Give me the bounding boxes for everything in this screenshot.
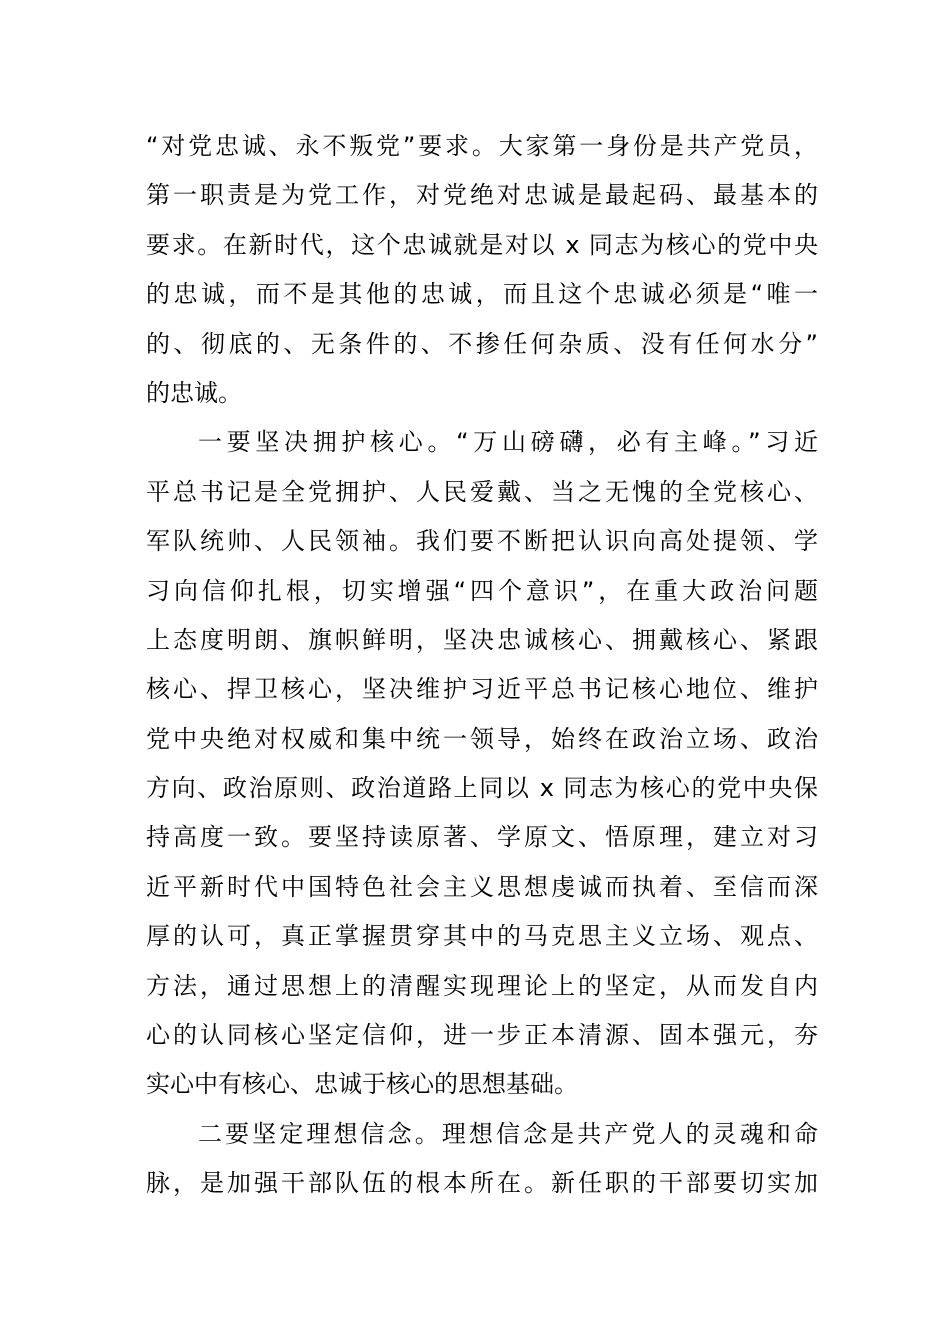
text-line: 脉，是加强干部队伍的根本所在。新任职的干部要切实加 xyxy=(146,1169,818,1198)
text-line: 军队统帅、人民领袖。我们要不断把认识向高处提领、学 xyxy=(146,527,818,556)
text-line: 近平新时代中国特色社会主义思想虔诚而执着、至信而深 xyxy=(146,872,818,901)
text-line: 核心、捍卫核心，坚决维护习近平总书记核心地位、维护 xyxy=(146,675,818,704)
text-line: 党中央绝对权威和集中统一领导，始终在政治立场、政治 xyxy=(146,724,818,753)
paragraph-first-line: 二要坚定理想信念。理想信念是共产党人的灵魂和命 xyxy=(198,1119,818,1148)
text-line: 的忠诚，而不是其他的忠诚，而且这个忠诚必须是“唯一 xyxy=(146,280,818,309)
text-line: 的、彻底的、无条件的、不掺任何杂质、没有任何水分” xyxy=(146,329,818,358)
text-line: 实心中有核心、忠诚于核心的思想基础。 xyxy=(146,1070,578,1099)
text-line: 心的认同核心坚定信仰，进一步正本清源、固本强元，夯 xyxy=(146,1021,818,1050)
text-line: “对党忠诚、永不叛党”要求。大家第一身份是共产党员， xyxy=(146,132,818,160)
text-line: 的忠诚。 xyxy=(146,378,242,407)
text-line: 方法，通过思想上的清醒实现理论上的坚定，从而发自内 xyxy=(146,971,818,1000)
text-line: 方向、政治原则、政治道路上同以 x 同志为核心的党中央保 xyxy=(146,774,818,803)
text-line: 习向信仰扎根，切实增强“四个意识”，在重大政治问题 xyxy=(146,576,818,605)
text-line: 持高度一致。要坚持读原著、学原文、悟原理，建立对习 xyxy=(146,823,818,852)
text-line: 平总书记是全党拥护、人民爱戴、当之无愧的全党核心、 xyxy=(146,477,818,506)
text-line: 厚的认可，真正掌握贯穿其中的马克思主义立场、观点、 xyxy=(146,922,818,951)
text-line: 上态度明朗、旗帜鲜明，坚决忠诚核心、拥戴核心、紧跟 xyxy=(146,625,818,654)
paragraph-first-line: 一要坚决拥护核心。“万山磅礴，必有主峰。”习近 xyxy=(198,428,818,457)
text-line: 第一职责是为党工作，对党绝对忠诚是最起码、最基本的 xyxy=(146,181,818,210)
text-line: 要求。在新时代，这个忠诚就是对以 x 同志为核心的党中央 xyxy=(146,230,818,259)
document-body xyxy=(146,122,818,1209)
